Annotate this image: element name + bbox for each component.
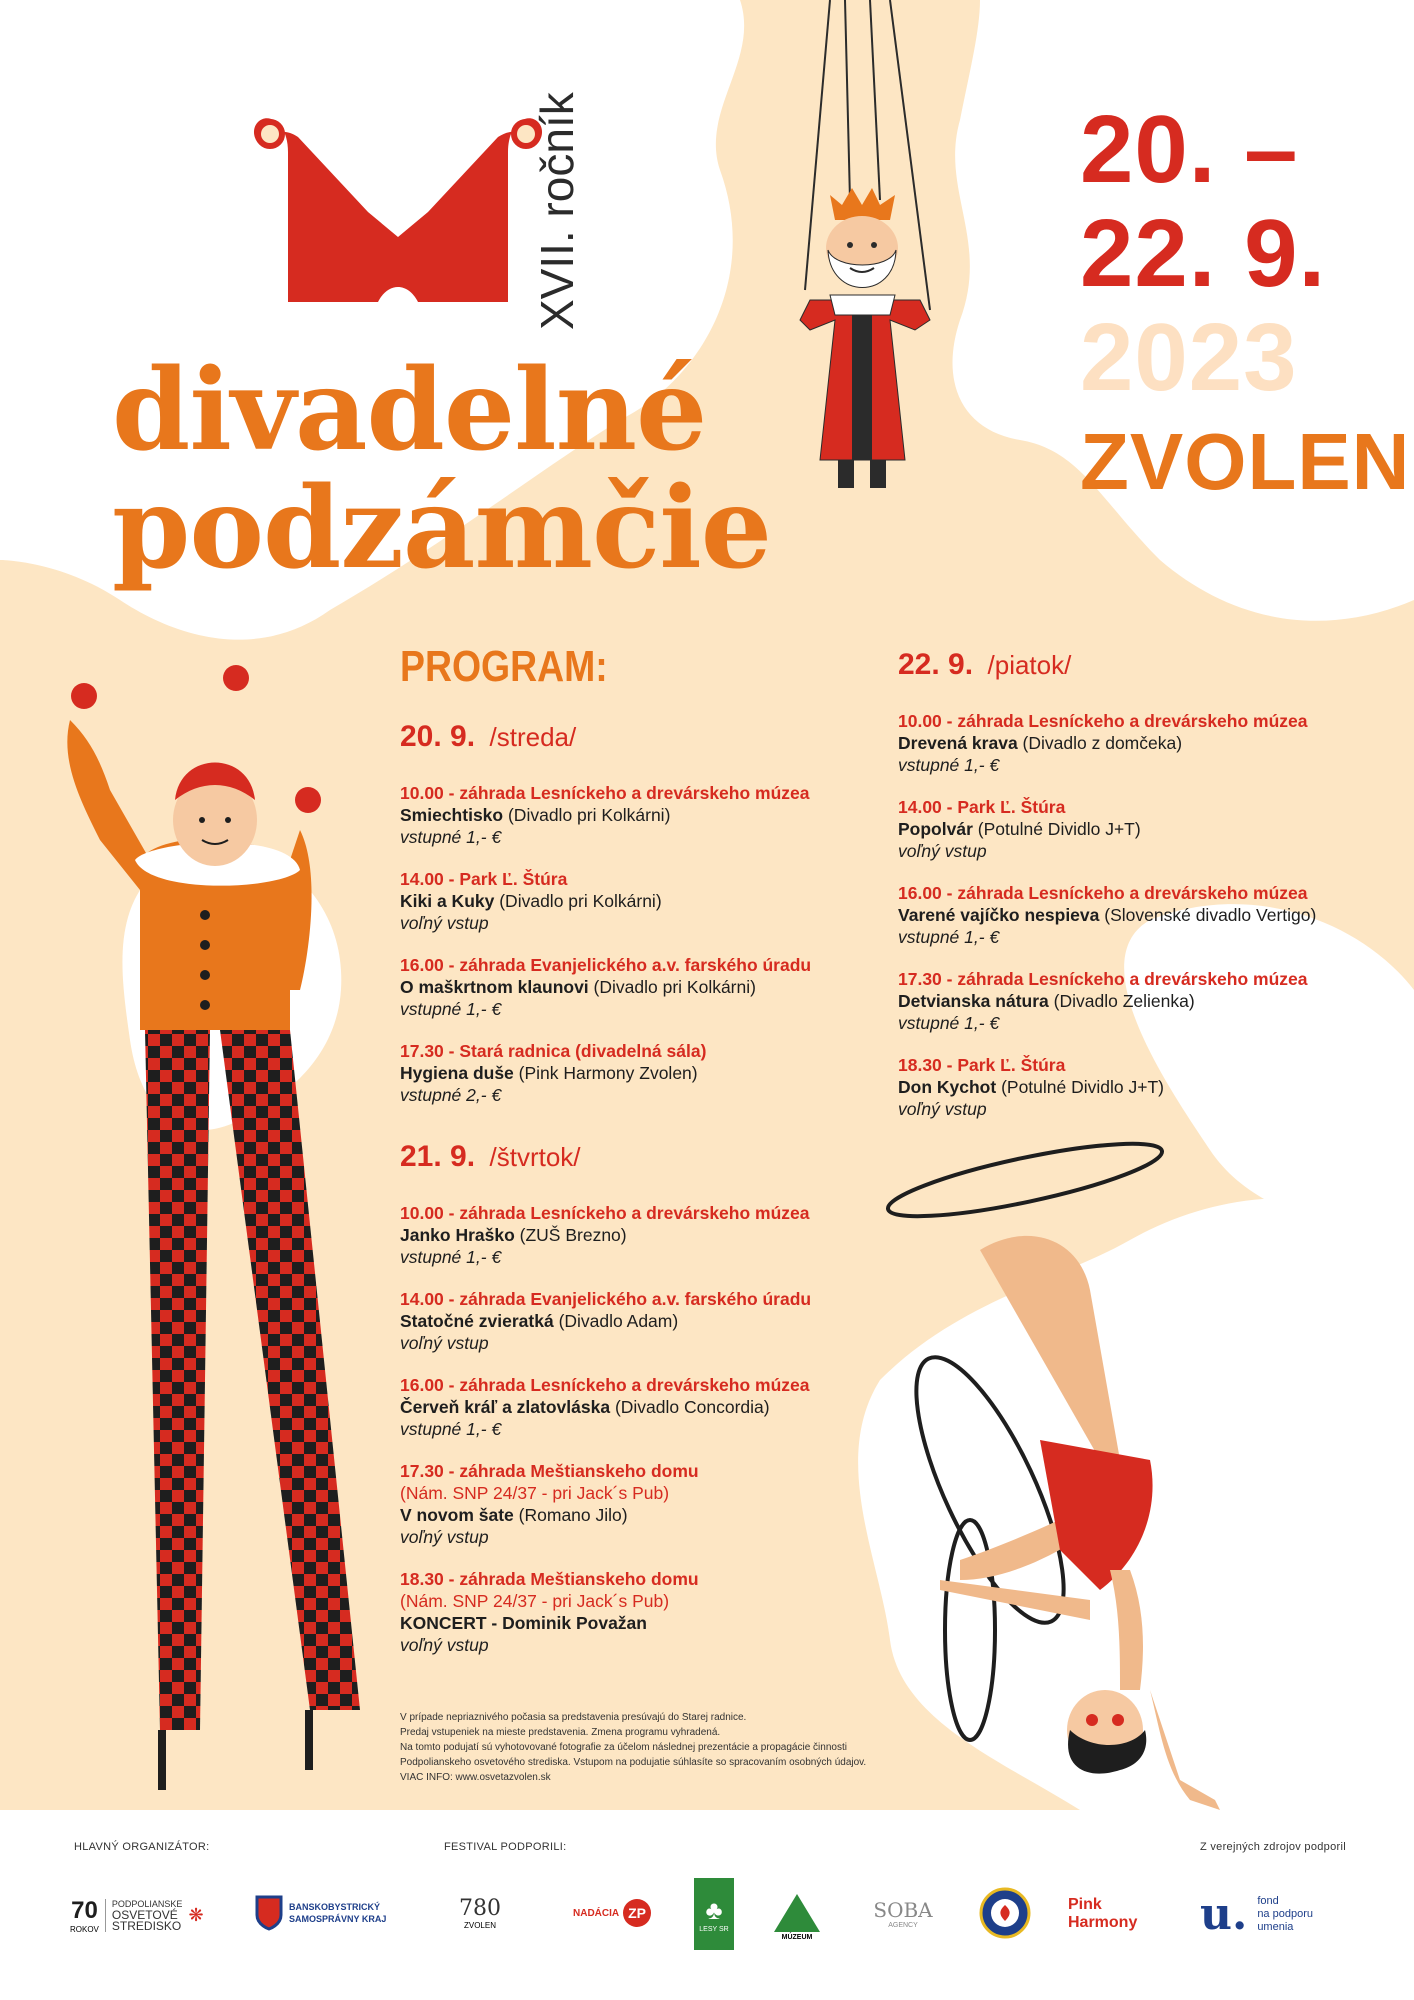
date-start: 20. –	[1080, 96, 1299, 203]
event: 10.00 - záhrada Lesníckeho a drevárskeho múzea Drevená krava (Divadlo z domčeka) vstupné 1,- €	[898, 711, 1308, 775]
ops-logo: 70 ROKOV PODPOLIANSKE OSVETOVÉ STREDISKO ❋	[70, 1896, 204, 1934]
zvolen-780-logo: 780 ZVOLEN	[459, 1896, 501, 1930]
supporters-label: FESTIVAL PODPORILI:	[444, 1841, 567, 1853]
notes: V prípade nepriaznivého počasia sa predstavenia presúvajú do Starej radnice. Predaj vstupeniek na mieste predstavenia. Zmena programu vyhradená. Na tomto podujatí sú vyhotovované fotografie za účelom následnej prezentácie a propagácie činnosti Podpolianskeho osvetového strediska. Vstupom na podujatie súhlasíte so spracovaním osobných údajov. VIAC INFO: www.osvetazvolen.sk	[400, 1712, 867, 1783]
event: 17.30 - Stará radnica (divadelná sála) Hygiena duše (Pink Harmony Zvolen) vstupné 2,- €	[400, 1041, 707, 1105]
event: 17.30 - záhrada Lesníckeho a drevárskeho múzea Detvianska nátura (Divadlo Zelienka) vstupné 1,- €	[898, 969, 1308, 1033]
ops-dots-icon: ❋	[188, 1904, 204, 1925]
event: 14.00 - záhrada Evanjelického a.v. farského úradu Statočné zvieratká (Divadlo Adam) voľný vstup	[400, 1289, 812, 1353]
year: 2023	[1080, 304, 1298, 411]
stilt-jester-illustration	[40, 650, 370, 1800]
public-funds-label: Z verejných zdrojov podporil	[1200, 1841, 1346, 1853]
organizer-label: HLAVNÝ ORGANIZÁTOR:	[74, 1841, 210, 1853]
museum-pyramid-icon	[772, 1892, 822, 1934]
hula-hoop-acrobat-illustration	[860, 1130, 1380, 1830]
marionette-king-illustration	[740, 0, 970, 500]
event: 10.00 - záhrada Lesníckeho a drevárskeho múzea Smiechtisko (Divadlo pri Kolkárni) vstupné 1,- €	[400, 783, 810, 847]
title-line-1: divadelné	[112, 345, 707, 476]
muzeum-logo: MÚZEUM	[764, 1886, 830, 1946]
event: 14.00 - Park Ľ. Štúra Popolvár (Potulné Dividlo J+T) voľný vstup	[898, 797, 1141, 861]
event: 16.00 - záhrada Lesníckeho a drevárskeho múzea Červeň kráľ a zlatovláska (Divadlo Concordia) vstupné 1,- €	[400, 1375, 810, 1439]
event: 18.30 - Park Ľ. Štúra Don Kychot (Potulné Dividlo J+T) voľný vstup	[898, 1055, 1164, 1119]
luther-rose-logo	[978, 1886, 1032, 1940]
pink-harmony-logo: Pink Harmony	[1068, 1896, 1138, 1931]
soba-logo: SOBA AGENCY	[873, 1897, 933, 1929]
date-end: 22. 9.	[1080, 200, 1327, 307]
bbsk-logo: BANSKOBYSTRICKÝ SAMOSPRÁVNY KRAJ	[255, 1888, 395, 1938]
city: ZVOLEN	[1080, 417, 1411, 506]
nadacia-zp-logo: NADÁCIA ZP	[562, 1888, 662, 1938]
program-column-right	[898, 648, 1368, 1140]
day-heading: 20. 9. /streda/	[400, 720, 577, 753]
event: 16.00 - záhrada Lesníckeho a drevárskeho múzea Varené vajíčko nespieva (Slovenské divadlo Vertigo) vstupné 1,- €	[898, 883, 1317, 947]
day-heading: 21. 9. /štvrtok/	[400, 1140, 581, 1173]
event: 18.30 - záhrada Meštianskeho domu (Nám. SNP 24/37 - pri Jack´s Pub) KONCERT - Dominik Považan voľný vstup	[400, 1569, 699, 1655]
lesy-sr-logo: ♣ LESY SR	[694, 1878, 734, 1950]
festival-title	[112, 345, 772, 594]
day-heading: 22. 9. /piatok/	[898, 648, 1072, 681]
festival-logo-icon	[248, 92, 548, 312]
event: 16.00 - záhrada Evanjelického a.v. farského úradu O maškrtnom klaunovi (Divadlo pri Kolkárni) vstupné 1,- €	[400, 955, 812, 1019]
edition-label: XVII. ročník	[531, 92, 583, 330]
title-line-2: podzámčie	[112, 463, 772, 594]
event: 10.00 - záhrada Lesníckeho a drevárskeho múzea Janko Hraško (ZUŠ Brezno) vstupné 1,- €	[400, 1203, 810, 1267]
event: 17.30 - záhrada Meštianskeho domu (Nám. SNP 24/37 - pri Jack´s Pub) V novom šate (Romano Jilo) voľný vstup	[400, 1461, 699, 1547]
luther-rose-icon	[979, 1887, 1031, 1939]
bbsk-coat-of-arms-icon	[255, 1895, 283, 1931]
program-column-left	[400, 720, 870, 1676]
date-block	[1080, 98, 1410, 514]
fpu-logo: u. fond na podporu umenia	[1200, 1888, 1313, 1940]
tree-icon: ♣	[705, 1895, 723, 1925]
program-heading: PROGRAM:	[400, 642, 608, 691]
event: 14.00 - Park Ľ. Štúra Kiki a Kuky (Divadlo pri Kolkárni) voľný vstup	[400, 869, 662, 933]
